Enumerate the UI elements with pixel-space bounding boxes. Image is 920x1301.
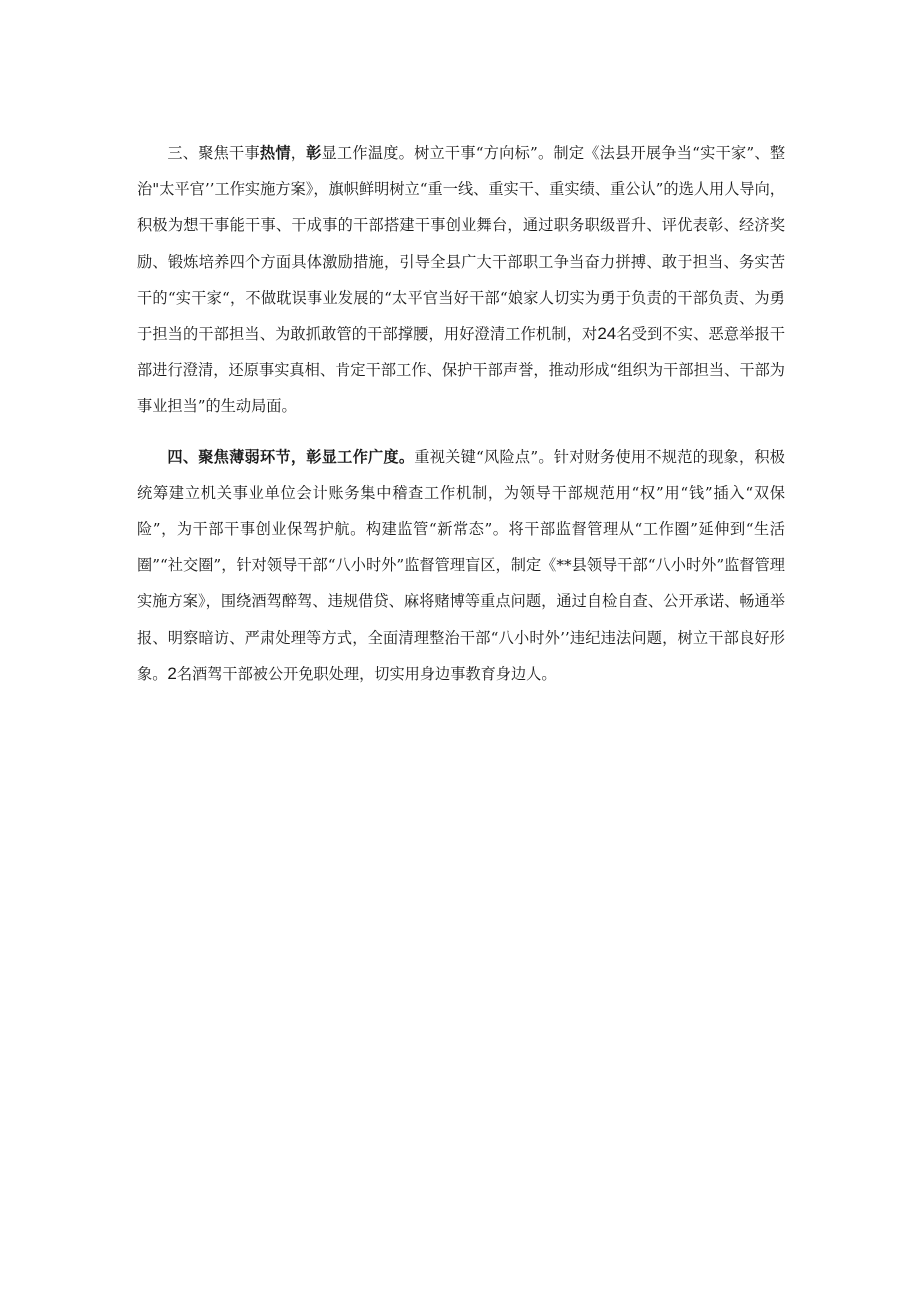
segment: 名酒驾干部被公开免职处理，切实用身边事教育身边人。 [176,664,557,683]
section-heading: 四、聚焦薄弱环节，彰显工作广度。 [167,447,415,466]
segment: 名受到不实、恶意举报干部进行澄清，还原事实真相、肯定干部工作、保护干部声誉，推动形成“组织为干部担当、干部为事业担当”的生动局面。 [137,325,786,416]
segment-bold: 热情 [259,144,291,162]
segment: 三、聚焦干事 [167,144,260,162]
segment-bold: 彰 [306,144,322,162]
segment-number: 24 [597,324,617,344]
segment-number: 2 [167,663,177,683]
paragraph-section-4 [137,439,785,692]
segment: ， [290,144,307,162]
paragraph-section-3 [137,135,785,425]
segment: 重视关键“风险点”。针对财务使用不规范的现象，积极统筹建立机关事业单位会计账务集中稽查工作机制，为领导干部规范用“权”用“钱”插入“双保险”，为干部干事创业保驾护航。构建监管“新常态”。将干部监督管理从“工作圈”延伸到“生活圈”“社交圈”，针对领导干部“八小时外”监督管理盲区，制定《**县领导干部“八小时外”监督管理实施方案》，围绕酒驾醉驾、违规借贷、麻将赌博等重点问题，通过自检自查、公开承诺、畅通举报、明察暗访、严肃处理等方式，全面清理整治干部“八小时外’’违纪违法问题，树立干部良好形象。 [137,447,785,683]
segment: 显工作温度。树立干事“方向标”。制定《法县开展争当“实干家”、整治"太平官’’工作实施方案》，旗帜鲜明树立“重一线、重实干、重实绩、重公认”的选人用人导向，积极为想干事能干事、干成事的干部搭建干事创业舞台，通过职务职级晋升、评优表彰、经济奖励、锻炼培养四个方面具体激励措施，引导全县广大干部职工争当奋力拼搏、敢于担当、务实苦干的“实干家“，不做耽误事业发展的“太平官当好干部“娘家人切实为勇于负责的干部负责、为勇于担当的干部担当、为敢抓敢管的干部撑腰，用好澄清工作机制，对 [137,144,786,344]
document-page [137,135,785,692]
